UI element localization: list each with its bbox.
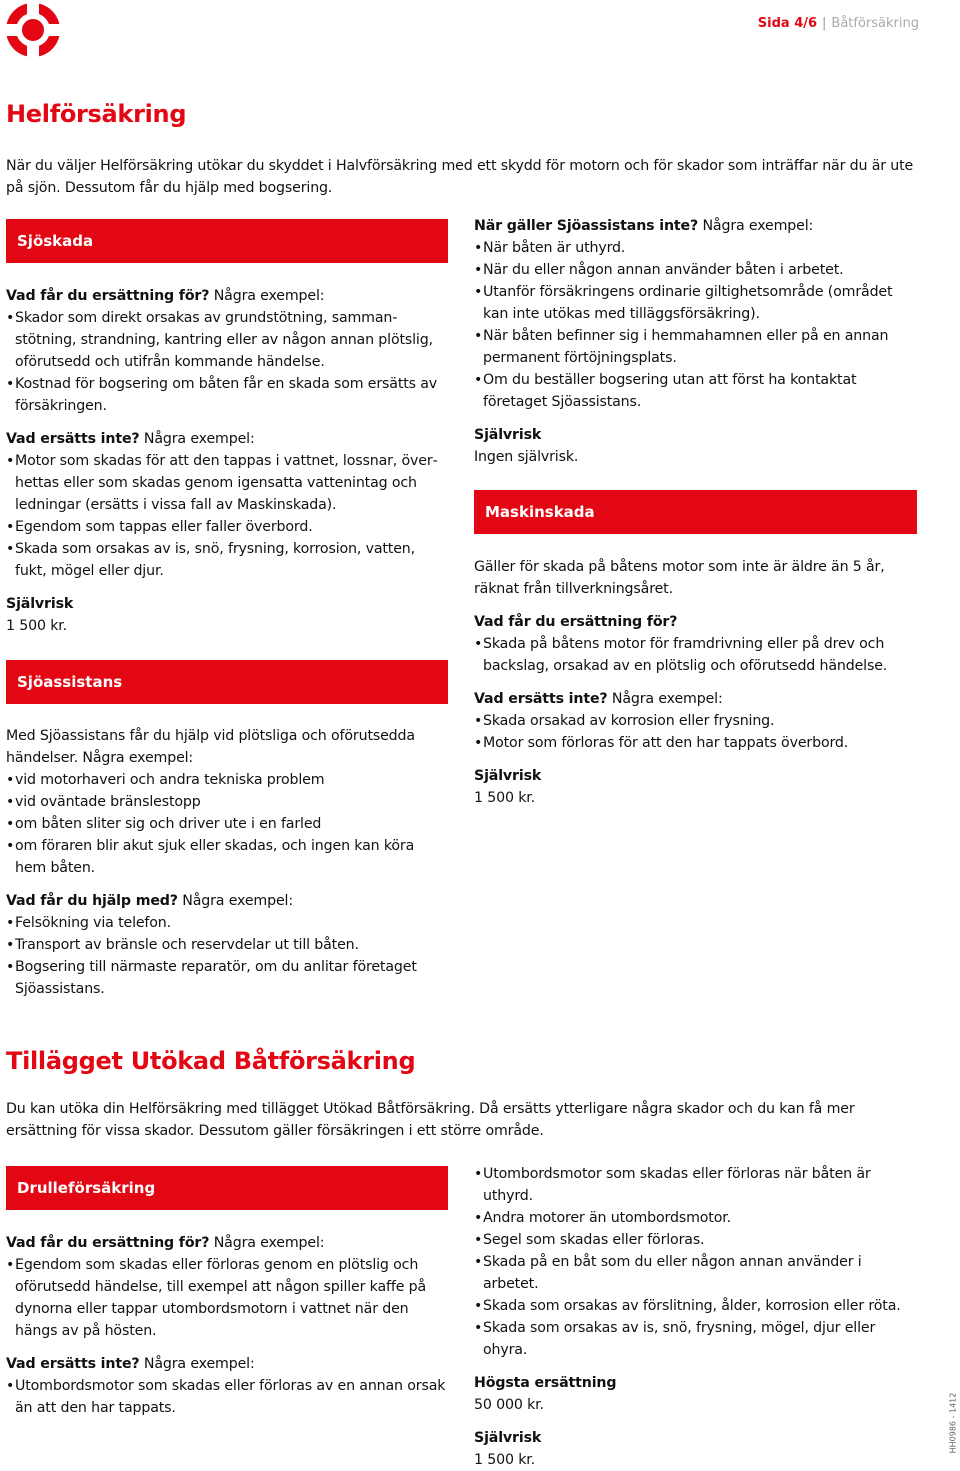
list-item: • Skada som orsakas av is, snö, frysning, korrosion, vatten, fukt, mögel eller djur. (6, 538, 448, 582)
list-item: • om båten sliter sig och driver ute i en farled (6, 813, 448, 835)
lifebuoy-logo-icon (6, 3, 60, 57)
document-name: Båtförsäkring (831, 16, 919, 31)
drulle-question-2: Vad ersätts inte? Några exempel: (6, 1356, 255, 1372)
max-compensation-value: 50 000 kr. (474, 1397, 544, 1413)
self-risk-value: 1 500 kr. (474, 1452, 536, 1468)
list-item: • Skada på båtens motor för framdrivning eller på drev och backslag, orsakad av en plötslig och oförutsedd händelse. (474, 633, 920, 677)
drulle-list-2 (6, 1375, 448, 1419)
drulle-section (6, 1232, 448, 1419)
sjoskada-question-1: Vad får du ersättning för? Några exempel: (6, 288, 325, 304)
self-risk-value: 1 500 kr. (474, 790, 536, 806)
self-risk-label: Självrisk (6, 596, 74, 612)
maskinskada-list-1 (474, 633, 920, 677)
drulle-list-1 (6, 1254, 448, 1342)
sjoskada-section (6, 285, 448, 637)
header-separator: | (822, 16, 827, 31)
list-item: • Skada som orsakas av is, snö, frysning, mögel, djur eller ohyra. (474, 1317, 920, 1361)
maskinskada-section (474, 556, 920, 809)
page-number: Sida 4/6 (757, 16, 818, 31)
list-item: • om föraren blir akut sjuk eller skadas, och ingen kan köra hem båten. (6, 835, 448, 879)
self-risk-label: Självrisk (474, 1430, 542, 1446)
sjoassistans-list-1 (6, 769, 448, 879)
sjoassistans-intro: Med Sjöassistans får du hjälp vid plötsliga och oförutsedda händelser. Några exempel: (6, 728, 415, 766)
maskinskada-list-2 (474, 710, 920, 754)
list-item: • Egendom som tappas eller faller överbord. (6, 516, 448, 538)
sjoskada-list-2 (6, 450, 448, 582)
sjoassistans-section (6, 725, 448, 1000)
self-risk-label: Självrisk (474, 427, 542, 443)
self-risk-label: Självrisk (474, 768, 542, 784)
list-item: • När båten befinner sig i hemmahamnen eller på en annan permanent förtöjningsplats. (474, 325, 920, 369)
list-item: • Om du beställer bogsering utan att först ha kontaktat företaget Sjöassistans. (474, 369, 920, 413)
sjoassistans-exclusions (474, 215, 920, 468)
page-header (758, 16, 919, 31)
list-item: • Felsökning via telefon. (6, 912, 448, 934)
document-code: HH0986 - 1412 (948, 1392, 958, 1454)
list-item: • Skada som orsakas av förslitning, ålder, korrosion eller röta. (474, 1295, 920, 1317)
drulle-right-section (474, 1163, 920, 1471)
list-item: • Utombordsmotor som skadas eller förloras av en annan orsak än att den har tappats. (6, 1375, 448, 1419)
exclusions-question: När gäller Sjöassistans inte? Några exempel: (474, 218, 814, 234)
sjoassistans-question: Vad får du hjälp med? Några exempel: (6, 893, 293, 909)
list-item: • När du eller någon annan använder båten i arbetet. (474, 259, 920, 281)
maskinskada-intro: Gäller för skada på båtens motor som inte är äldre än 5 år, räknat från tillverkningsåret. (474, 559, 885, 597)
drulle-list-3 (474, 1163, 920, 1361)
sjoskada-list-1 (6, 307, 448, 417)
list-item: • vid motorhaveri och andra tekniska problem (6, 769, 448, 791)
page-title: Helförsäkring (6, 100, 187, 128)
section-header-sjoskada: Sjöskada (6, 219, 448, 263)
section-header-drulle: Drulleförsäkring (6, 1166, 448, 1210)
list-item: • Skada på en båt som du eller någon annan använder i arbetet. (474, 1251, 920, 1295)
list-item: • Transport av bränsle och reservdelar ut till båten. (6, 934, 448, 956)
list-item: • Bogsering till närmaste reparatör, om du anlitar företaget Sjöassistans. (6, 956, 448, 1000)
list-item: • Utanför försäkringens ordinarie giltighetsområde (området kan inte utökas med tilläggsförsäkring). (474, 281, 920, 325)
exclusions-list (474, 237, 920, 413)
max-compensation-label: Högsta ersättning (474, 1375, 617, 1391)
list-item: • Motor som förloras för att den har tappats överbord. (474, 732, 920, 754)
list-item: • När båten är uthyrd. (474, 237, 920, 259)
intro-paragraph: När du väljer Helförsäkring utökar du skyddet i Halvförsäkring med ett skydd för motorn och för skador som inträffar när du är ute på sjön. Dessutom får du hjälp med bogsering. (6, 158, 914, 196)
list-item: • Motor som skadas för att den tappas i vattnet, lossnar, överhettas eller som skadas genom igensatta vattenintag och ledningar (ersätts i vissa fall av Maskinskada). (6, 450, 448, 516)
section-header-maskinskada: Maskinskada (474, 490, 917, 534)
list-item: • Skada orsakad av korrosion eller frysning. (474, 710, 920, 732)
maskinskada-question-2: Vad ersätts inte? Några exempel: (474, 691, 723, 707)
maskinskada-question-1: Vad får du ersättning för? (474, 614, 678, 630)
list-item: • Kostnad för bogsering om båten får en skada som ersätts av försäkringen. (6, 373, 448, 417)
list-item: • Skador som direkt orsakas av grundstötning, sammanstötning, strandning, kantring eller av någon annan plötslig, oförutsedd och utifrån kommande händelse. (6, 307, 448, 373)
list-item: • Andra motorer än utombordsmotor. (474, 1207, 920, 1229)
list-item: • Utombordsmotor som skadas eller förloras när båten är uthyrd. (474, 1163, 920, 1207)
self-risk-value: Ingen självrisk. (474, 449, 579, 465)
list-item: • vid oväntade bränslestopp (6, 791, 448, 813)
drulle-question-1: Vad får du ersättning för? Några exempel: (6, 1235, 325, 1251)
section-title-tillagg: Tillägget Utökad Båtförsäkring (6, 1047, 416, 1075)
self-risk-value: 1 500 kr. (6, 618, 68, 634)
tillagg-intro: Du kan utöka din Helförsäkring med tillägget Utökad Båtförsäkring. Då ersätts ytterligare några skador och du kan få mer ersättning för vissa skador. Dessutom gäller försäkringen i ett större område. (6, 1101, 855, 1139)
sjoskada-question-2: Vad ersätts inte? Några exempel: (6, 431, 255, 447)
list-item: • Egendom som skadas eller förloras genom en plötslig och oförutsedd händelse, till exempel att någon spiller kaffe på dynorna eller tappar utombordsmotorn i vattnet när den hängs av på hösten. (6, 1254, 448, 1342)
section-header-sjoassistans: Sjöassistans (6, 660, 448, 704)
sjoassistans-list-2 (6, 912, 448, 1000)
list-item: • Segel som skadas eller förloras. (474, 1229, 920, 1251)
